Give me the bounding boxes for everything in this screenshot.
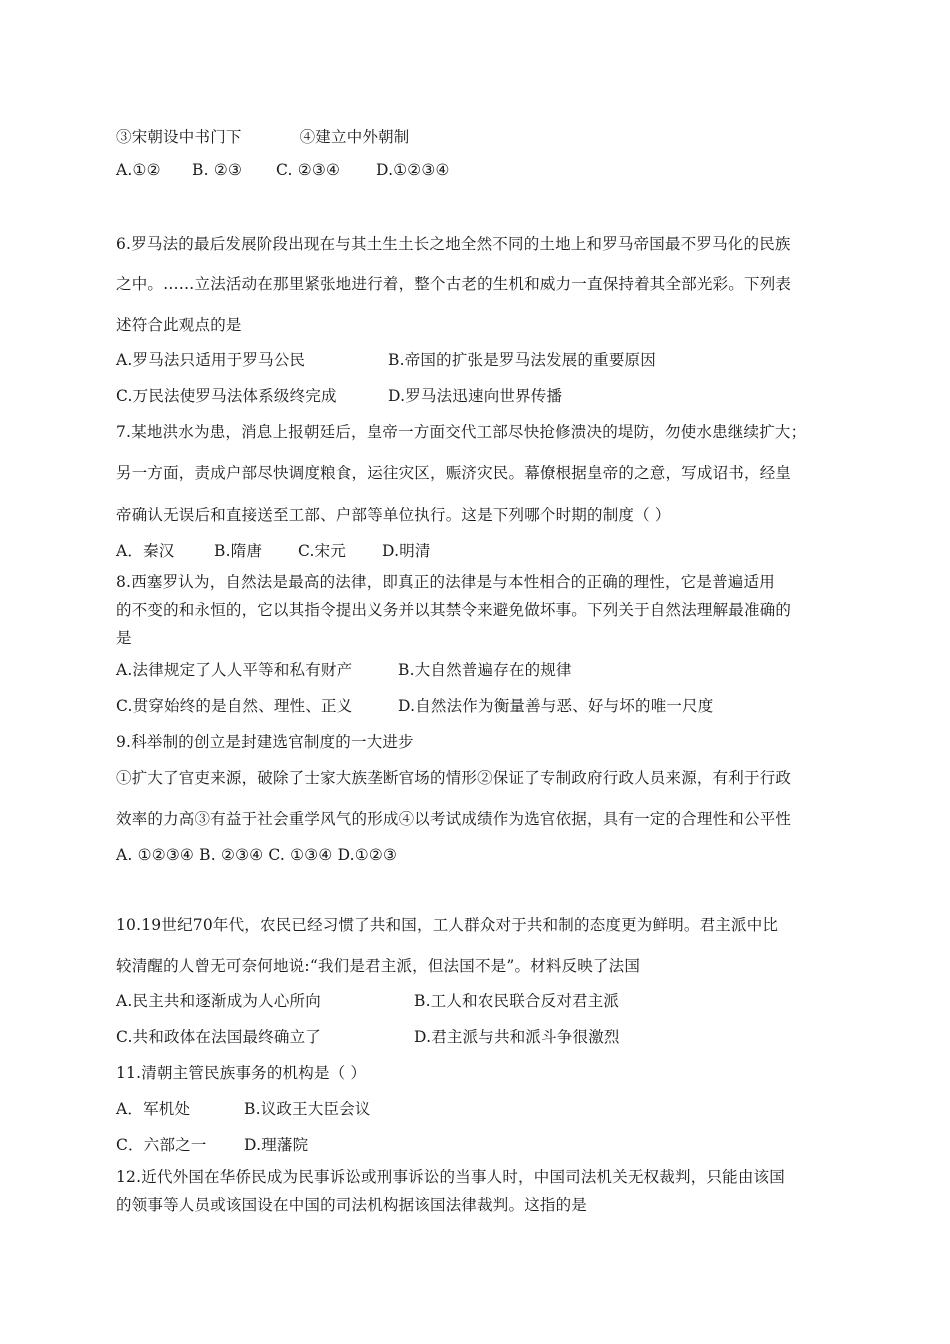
q10-option-a: A.民主共和逐渐成为人心所向 (116, 992, 321, 1010)
q10-stem-line-1: 10.19世纪70年代，农民已经习惯了共和国，工人群众对于共和制的态度更为鲜明。君主派中比 (116, 916, 779, 934)
q8-stem-line-3: 是 (116, 629, 132, 647)
q10-stem-line-2: 较清醒的人曾无可奈何地说:“我们是君主派，但法国不是”。材料反映了法国 (116, 957, 641, 975)
q5-option-d: D.①②③④ (376, 161, 450, 179)
q6-options-row-2 (116, 386, 562, 406)
q5-options (116, 160, 450, 180)
q11-option-d: D.理藩院 (244, 1136, 309, 1154)
q5-statement-3: ③宋朝设中书门下 (116, 128, 242, 146)
q10-options-row-2 (116, 1027, 620, 1047)
q11-option-a: A．军机处 (116, 1100, 191, 1118)
q8-option-d: D.自然法作为衡量善与恶、好与坏的唯一尺度 (398, 697, 714, 715)
q5-option-c: C. ②③④ (276, 161, 341, 179)
q6-option-b: B.帝国的扩张是罗马法发展的重要原因 (388, 351, 656, 369)
q7-option-c: C.宋元 (298, 542, 347, 560)
q5-option-a: A.①② (116, 161, 161, 179)
q7-option-a: A．秦汉 (116, 542, 175, 560)
q10-options-row-1 (116, 991, 619, 1011)
q11-options-row-2 (116, 1135, 308, 1155)
q8-options-row-1 (116, 660, 572, 680)
q6-stem-line-1: 6.罗马法的最后发展阶段出现在与其土生土长之地全然不同的土地上和罗马帝国最不罗马化的民族 (116, 235, 791, 253)
q9-options: A. ①②③④ B. ②③④ C. ①③④ D.①②③ (116, 846, 398, 864)
q8-stem-line-1: 8.西塞罗认为，自然法是最高的法律，即真正的法律是与本性相合的正确的理性，它是普遍适用 (116, 573, 775, 591)
q11-options-row-1 (116, 1099, 371, 1119)
q10-option-d: D.君主派与共和派斗争很激烈 (414, 1028, 620, 1046)
q7-stem-line-3: 帝确认无误后和直接送至工部、户部等单位执行。这是下列哪个时期的制度（ ） (116, 506, 671, 524)
q11-stem: 11.清朝主管民族事务的机构是（ ） (116, 1064, 367, 1082)
q5-statement-line (116, 127, 410, 147)
q6-option-a: A.罗马法只适用于罗马公民 (116, 351, 306, 369)
q5-statement-4: ④建立中外朝制 (299, 128, 410, 146)
q11-option-c: C．六部之一 (116, 1136, 207, 1154)
q7-stem-line-2: 另一方面，责成户部尽快调度粮食，运往灾区，赈济灾民。幕僚根据皇帝的之意，写成诏书，经皇 (116, 464, 792, 482)
q6-stem-line-3: 述符合此观点的是 (116, 316, 242, 334)
q9-stem-line-1: 9.科举制的创立是封建选官制度的一大进步 (116, 733, 414, 751)
q11-option-b: B.议政王大臣会议 (244, 1100, 371, 1118)
q10-option-b: B.工人和农民联合反对君主派 (414, 992, 620, 1010)
q6-stem-line-2: 之中。……立法活动在那里紧张地进行着，整个古老的生机和威力一直保持着其全部光彩。下列表 (116, 275, 792, 293)
q7-stem-line-1: 7.某地洪水为患，消息上报朝廷后，皇帝一方面交代工部尽快抢修溃决的堤防，勿使水患继续扩大； (116, 423, 807, 441)
q9-stem-line-3: 效率的力高③有益于社会重学风气的形成④以考试成绩作为选官依据，具有一定的合理性和公平性 (116, 810, 792, 828)
q12-stem-line-2: 的领事等人员或该国设在中国的司法机构据该国法律裁判。这指的是 (116, 1196, 588, 1214)
q9-stem-line-2: ①扩大了官吏来源，破除了士家大族垄断官场的情形②保证了专制政府行政人员来源，有利于行政 (116, 769, 792, 787)
q6-option-d: D.罗马法迅速向世界传播 (388, 387, 563, 405)
q8-option-a: A.法律规定了人人平等和私有财产 (116, 661, 353, 679)
q8-stem-line-2: 的不变的和永恒的，它以其指令提出义务并以其禁令来避免做坏事。下列关于自然法理解最准确的 (116, 601, 792, 619)
q8-option-b: B.大自然普遍存在的规律 (398, 661, 572, 679)
q8-options-row-2 (116, 696, 714, 716)
q6-options-row-1 (116, 350, 656, 370)
q7-option-d: D.明清 (382, 542, 431, 560)
q7-options (116, 541, 431, 561)
q6-option-c: C.万民法使罗马法体系级终完成 (116, 387, 337, 405)
q7-option-b: B.隋唐 (214, 542, 263, 560)
q12-stem-line-1: 12.近代外国在华侨民成为民事诉讼或刑事诉讼的当事人时，中国司法机关无权裁判，只能由该国 (116, 1168, 785, 1186)
q8-option-c: C.贯穿始终的是自然、理性、正义 (116, 697, 353, 715)
q5-option-b: B. ②③ (192, 161, 243, 179)
q10-option-c: C.共和政体在法国最终确立了 (116, 1028, 322, 1046)
